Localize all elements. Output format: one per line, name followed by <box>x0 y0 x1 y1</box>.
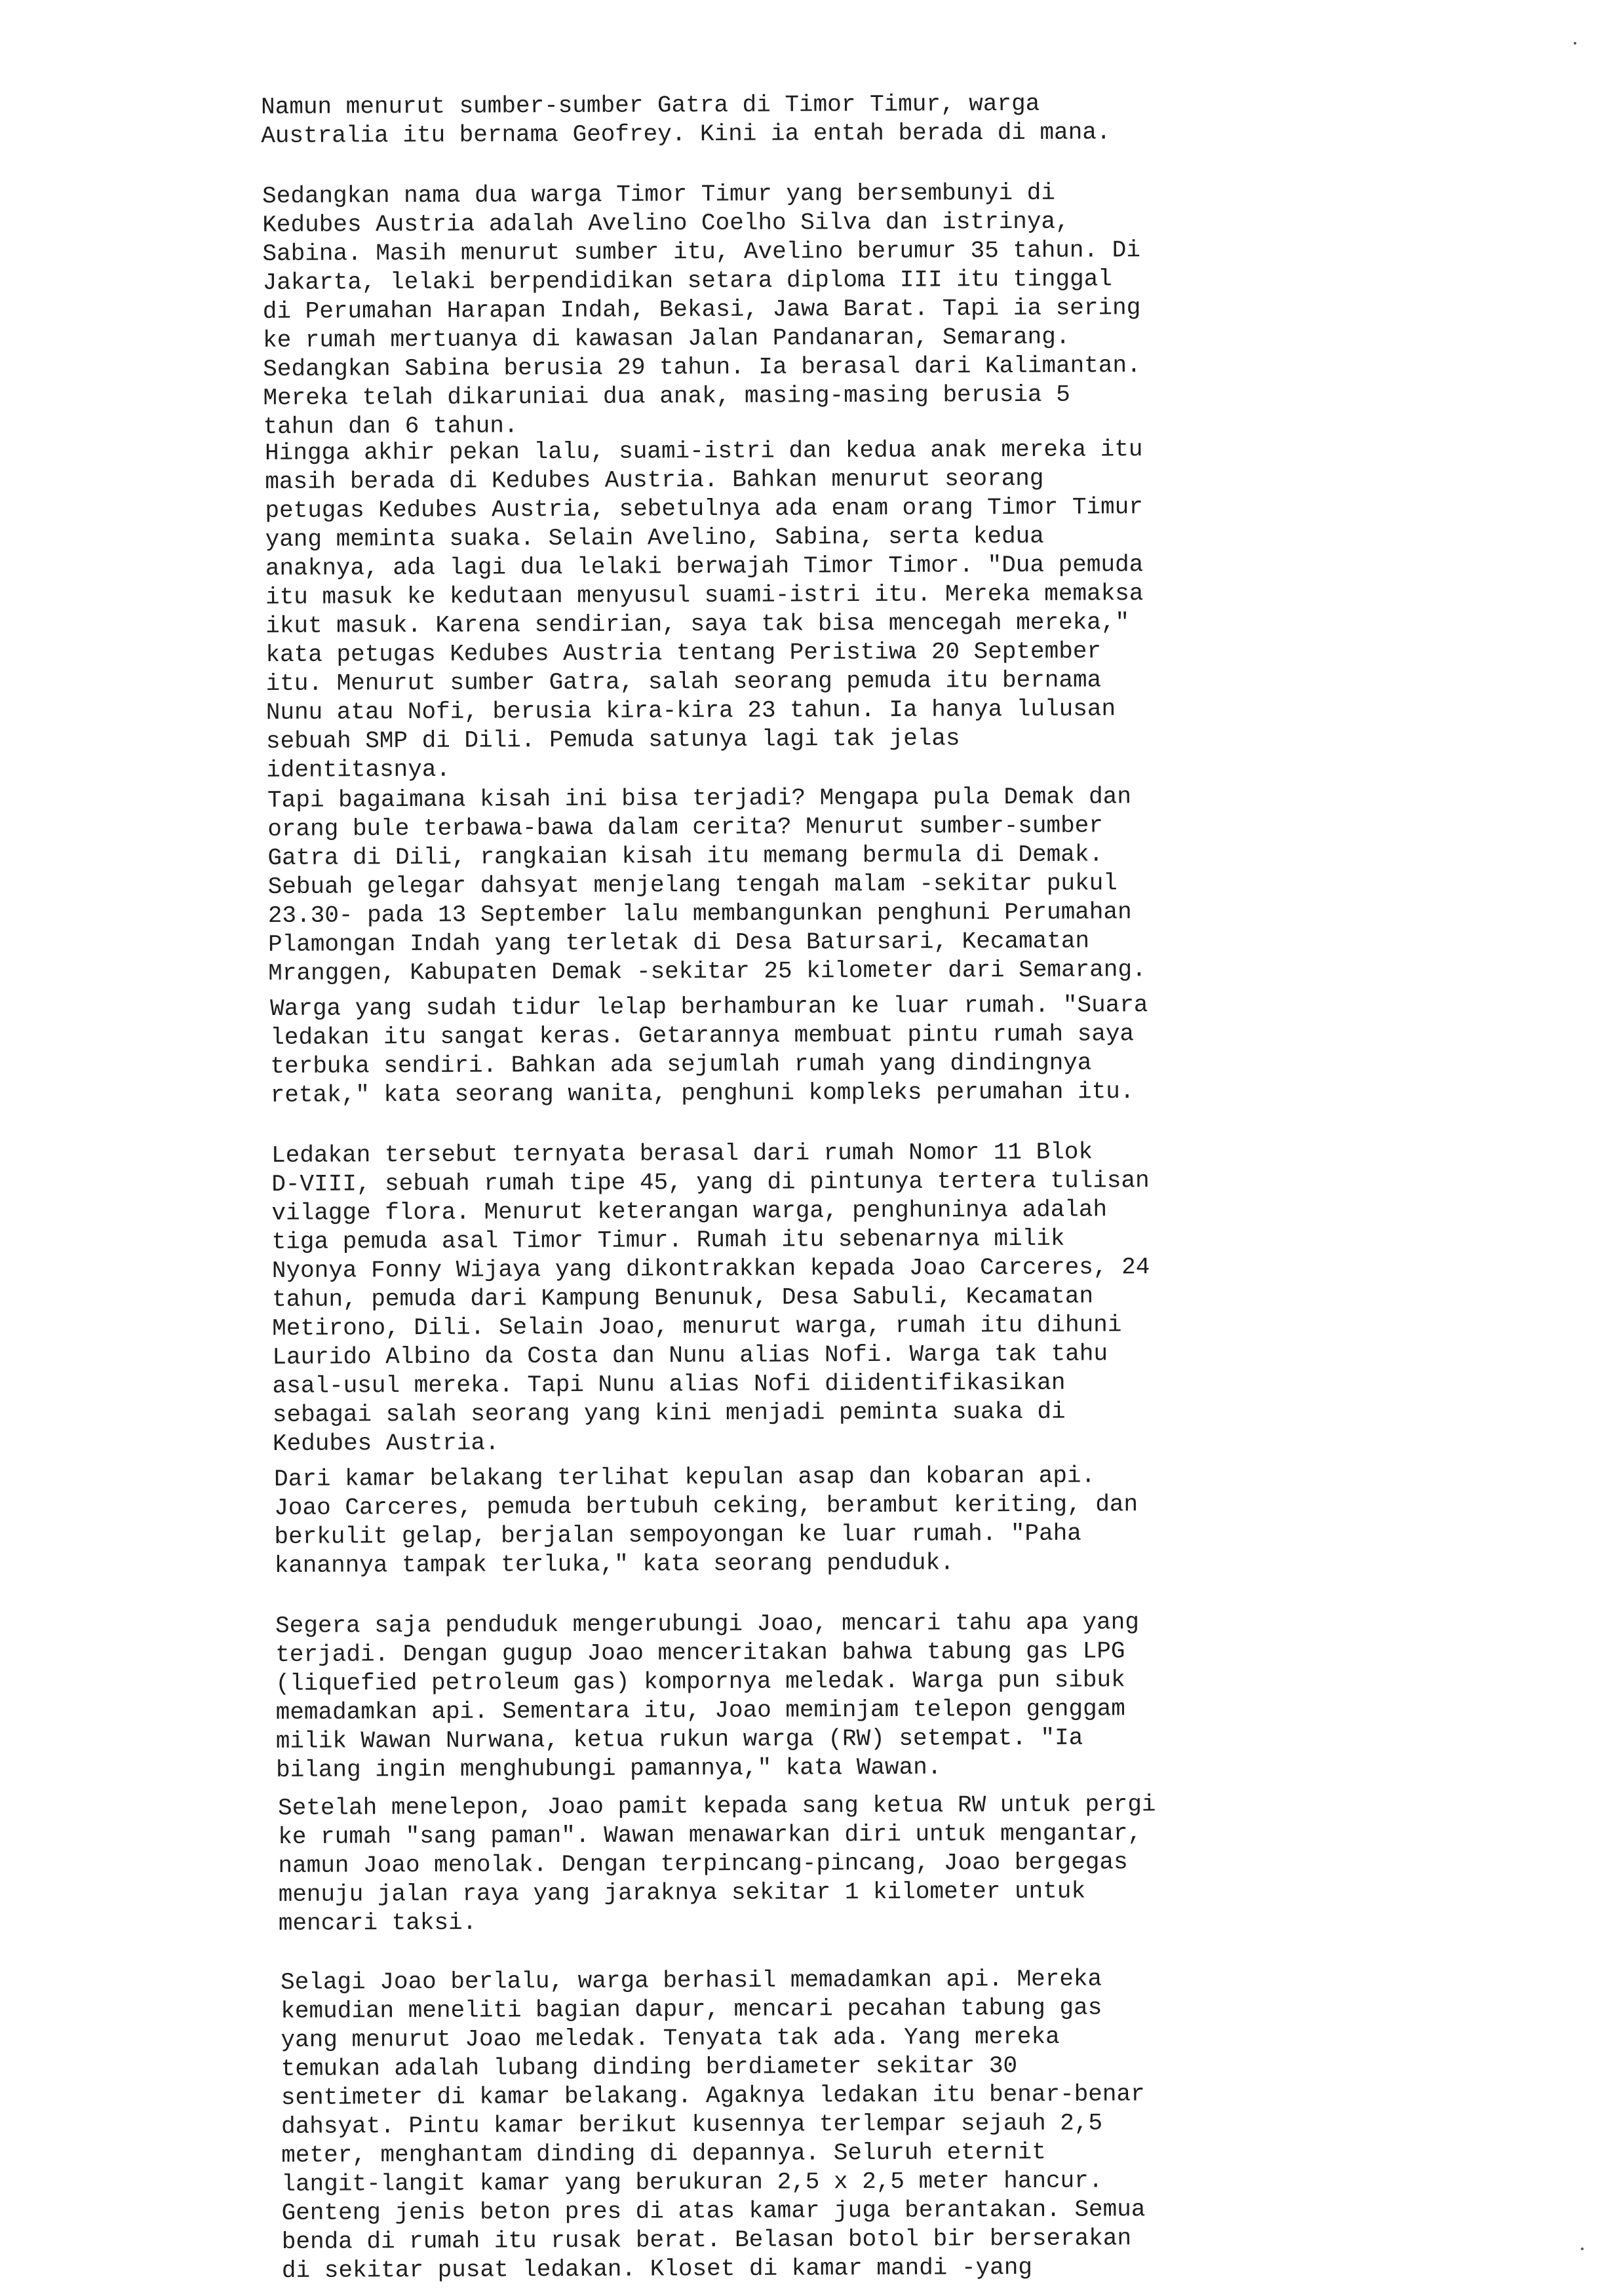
paragraph: Ledakan tersebut ternyata berasal dari rumah Nomor 11 Blok D-VIII, sebuah rumah tipe 45, yang di pintunya tertera tulisan vilagge flora. Menurut keterangan warga, penghuninya adalah tiga pemuda asal Timor Timur. Rumah itu sebenarnya milik Nyonya Fonny Wijaya yang dikontrakkan kepada Joao Carceres, 24 tahun, pemuda dari Kampung Benunuk, Desa Sabuli, Kecamatan Metirono, Dili. Selain Joao, menurut warga, rumah itu dihuni Laurido Albino da Costa dan Nunu alias Nofi. Warga tak tahu asal-usul mereka. Tapi Nunu alias Nofi diidentifikasikan sebagai salah seorang yang kini menjadi peminta suaka di Kedubes Austria. <box>271 1138 1150 1457</box>
scan-speck <box>1574 42 1576 45</box>
paragraph: Selagi Joao berlalu, warga berhasil memadamkan api. Mereka kemudian meneliti bagian dapur, mencari pecahan tabung gas yang menurut Joao meledak. Tenyata tak ada. Yang mereka temukan adalah lubang dinding berdiameter sekitar 30 sentimeter di kamar belakang. Agaknya ledakan itu benar-benar dahsyat. Pintu kamar berikut kusennya terlempar sejauh 2,5 meter, menghantam dinding di depannya. Seluruh eternit langit-langit kamar yang berukuran 2,5 x 2,5 meter hancur. Genteng jenis beton pres di atas kamar juga berantakan. Semua benda di rumah itu rusak berat. Belasan botol bir berserakan di sekitar pusat ledakan. Kloset di kamar mandi -yang <box>281 1965 1146 2284</box>
paragraph: Setelah menelepon, Joao pamit kepada sang ketua RW untuk pergi ke rumah "sang paman". Wawan menawarkan diri untuk mengantar, namun Joao menolak. Dengan terpincang-pincang, Joao bergegas menuju jalan raya yang jaraknya sekitar 1 kilometer untuk mencari taksi. <box>278 1791 1156 1937</box>
paragraph: Segera saja penduduk mengerubungi Joao, mencari tahu apa yang terjadi. Dengan gugup Joao menceritakan bahwa tabung gas LPG (liquefied petroleum gas) kompornya meledak. Warga pun sibuk memadamkan api. Sementara itu, Joao meminjam telepon genggam milik Wawan Nurwana, ketua rukun warga (RW) setempat. "Ia bilang ingin menghubungi pamannya," kata Wawan. <box>275 1609 1139 1784</box>
paragraph: Sedangkan nama dua warga Timor Timur yang bersembunyi di Kedubes Austria adalah Avelino Coelho Silva dan istrinya, Sabina. Masih menurut sumber itu, Avelino berumur 35 tahun. Di Jakarta, lelaki berpendidikan setara diploma III itu tinggal di Perumahan Harapan Indah, Bekasi, Jawa Barat. Tapi ia sering ke rumah mertuanya di kawasan Jalan Pandanaran, Semarang. Sedangkan Sabina berusia 29 tahun. Ia berasal dari Kalimantan. Mereka telah dikaruniai dua anak, masing-masing berusia 5 tahun dan 6 tahun. <box>262 179 1141 440</box>
scan-speck <box>1581 2248 1584 2250</box>
paragraph: Hingga akhir pekan lalu, suami-istri dan kedua anak mereka itu masih berada di Kedubes Austria. Bahkan menurut seorang petugas Kedubes Austria, sebetulnya ada enam orang Timor Timur yang meminta suaka. Selain Avelino, Sabina, serta kedua anaknya, ada lagi dua lelaki berwajah Timor Timor. "Dua pemuda itu masuk ke kedutaan menyusul suami-istri itu. Mereka memaksa ikut masuk. Karena sendirian, saya tak bisa mencegah mereka," kata petugas Kedubes Austria tentang Peristiwa 20 September itu. Menurut sumber Gatra, salah seorang pemuda itu bernama Nunu atau Nofi, berusia kira-kira 23 tahun. Ia hanya lulusan sebuah SMP di Dili. Pemuda satunya lagi tak jelas identitasnya. <box>265 436 1144 784</box>
paragraph: Namun menurut sumber-sumber Gatra di Timor Timur, warga Australia itu bernama Geofrey. Kini ia entah berada di mana. <box>261 90 1111 149</box>
paragraph: Warga yang sudah tidur lelap berhamburan ke luar rumah. "Suara ledakan itu sangat keras. Getarannya membuat pintu rumah saya terbuka sendiri. Bahkan ada sejumlah rumah yang dindingnya retak," kata seorang wanita, penghuni kompleks perumahan itu. <box>270 991 1148 1109</box>
paragraph: Tapi bagaimana kisah ini bisa terjadi? Mengapa pula Demak dan orang bule terbawa-bawa dalam cerita? Menurut sumber-sumber Gatra di Dili, rangkaian kisah itu memang bermula di Demak. Sebuah gelegar dahsyat menjelang tengah malam -sekitar pukul 23.30- pada 13 September lalu membangunkan penghuni Perumahan Plamongan Indah yang terletak di Desa Batursari, Kecamatan Mranggen, Kabupaten Demak -sekitar 25 kilometer dari Semarang. <box>267 783 1146 987</box>
paragraph: Dari kamar belakang terlihat kepulan asap dan kobaran api. Joao Carceres, pemuda bertubuh ceking, berambut keriting, dan berkulit gelap, berjalan sempoyongan ke luar rumah. "Paha kanannya tampak terluka," kata seorang penduduk. <box>274 1462 1138 1579</box>
